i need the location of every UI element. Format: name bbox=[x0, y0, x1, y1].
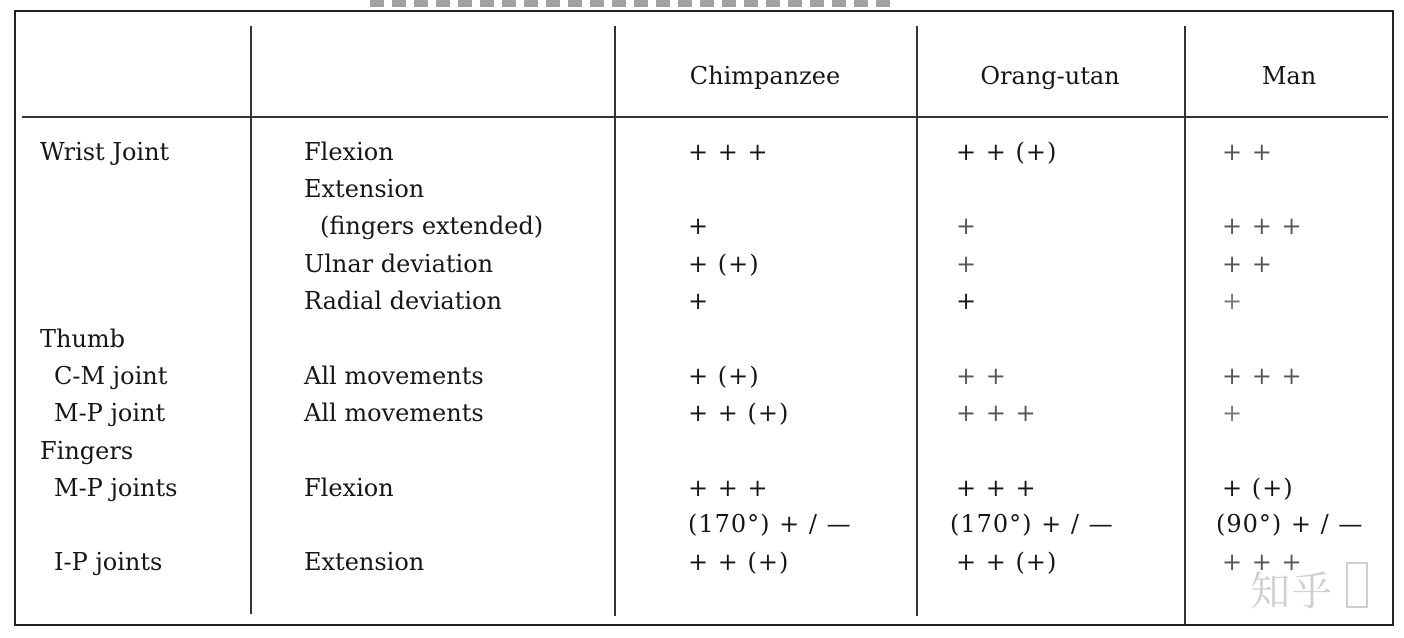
joint-label: Wrist Joint bbox=[40, 138, 170, 166]
cropped-heading-fragment bbox=[370, 0, 890, 7]
orang-value: + bbox=[956, 287, 978, 315]
man-value: + + + bbox=[1222, 362, 1303, 390]
man-value: + (+) bbox=[1222, 474, 1294, 502]
chimp-value: + + (+) bbox=[688, 548, 790, 576]
chimp-value: + bbox=[688, 212, 710, 240]
movement-label: Radial deviation bbox=[304, 287, 502, 315]
header-man: Man bbox=[1261, 62, 1317, 90]
movement-label: Extension bbox=[304, 548, 425, 576]
chimp-value: + + (+) bbox=[688, 399, 790, 427]
orang-value: + bbox=[956, 212, 978, 240]
joint-label: Fingers bbox=[40, 437, 134, 465]
movement-label: Extension bbox=[304, 175, 425, 203]
column-rule-3 bbox=[916, 26, 918, 616]
column-rule-2 bbox=[614, 26, 616, 616]
header-chimpanzee: Chimpanzee bbox=[689, 62, 841, 90]
man-value: + + + bbox=[1222, 212, 1303, 240]
movement-label: Flexion bbox=[304, 138, 394, 166]
movement-label: All movements bbox=[304, 362, 484, 390]
zhihu-watermark: 知乎 bbox=[1250, 569, 1334, 615]
header-orang-utan: Orang-utan bbox=[980, 62, 1120, 90]
man-value: + bbox=[1222, 399, 1244, 427]
movement-label: Ulnar deviation bbox=[304, 250, 494, 278]
chimp-value: + (+) bbox=[688, 250, 760, 278]
man-value: + bbox=[1222, 287, 1244, 315]
orang-value: + + (+) bbox=[956, 138, 1058, 166]
header-rule bbox=[22, 116, 1388, 118]
joint-label: M-P joints bbox=[54, 474, 178, 502]
man-value: + + bbox=[1222, 250, 1273, 278]
man-angle-value: (90°) + / — bbox=[1216, 510, 1364, 538]
movement-label: All movements bbox=[304, 399, 484, 427]
chimp-value: + (+) bbox=[688, 362, 760, 390]
chimp-value: + bbox=[688, 287, 710, 315]
orang-value: + bbox=[956, 250, 978, 278]
man-value: + + bbox=[1222, 138, 1273, 166]
chimp-value: + + + bbox=[688, 474, 769, 502]
column-rule-1 bbox=[250, 26, 252, 614]
orang-angle-value: (170°) + / — bbox=[950, 510, 1114, 538]
joint-label: M-P joint bbox=[54, 399, 166, 427]
orang-value: + + + bbox=[956, 474, 1037, 502]
joint-label: Thumb bbox=[40, 325, 126, 353]
watermark-stamp-icon bbox=[1346, 562, 1368, 608]
joint-label: C-M joint bbox=[54, 362, 168, 390]
movement-label: (fingers extended) bbox=[320, 212, 544, 240]
orang-value: + + (+) bbox=[956, 548, 1058, 576]
chimp-angle-value: (170°) + / — bbox=[688, 510, 852, 538]
orang-value: + + bbox=[956, 362, 1007, 390]
joint-label: I-P joints bbox=[54, 548, 163, 576]
movement-label: Flexion bbox=[304, 474, 394, 502]
man-value: + + + bbox=[1222, 548, 1303, 576]
chimp-value: + + + bbox=[688, 138, 769, 166]
orang-value: + + + bbox=[956, 399, 1037, 427]
